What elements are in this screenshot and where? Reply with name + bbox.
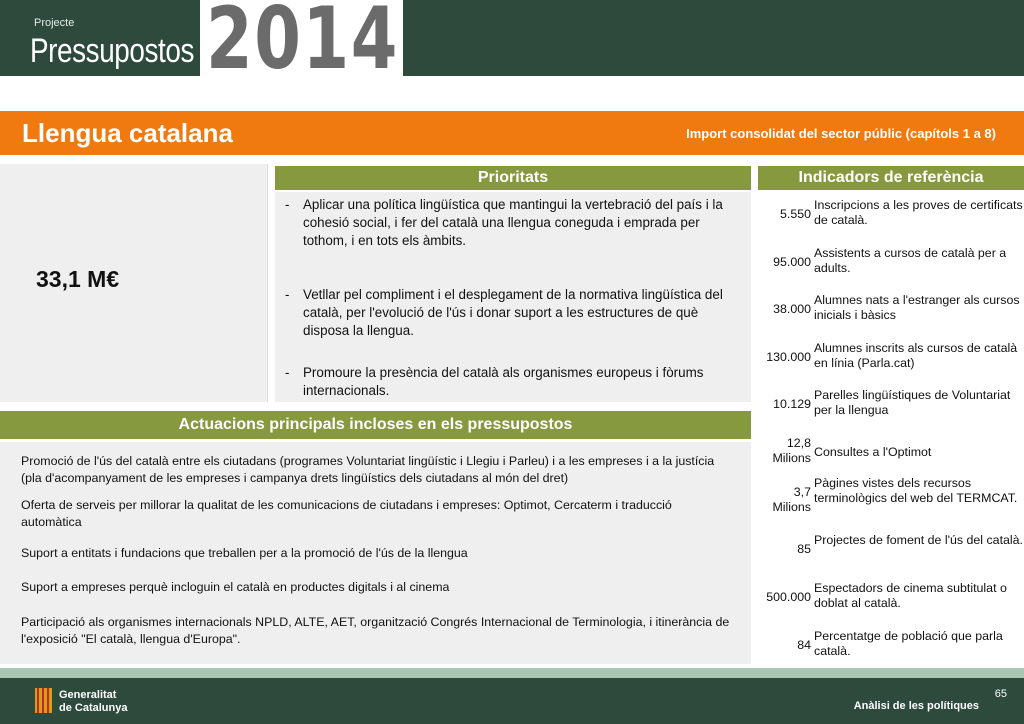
indicador-value: 5.550 [779,207,811,221]
indicadors-heading: Indicadors de referència [758,166,1024,190]
prioritat-item [285,286,747,340]
title-bar [0,111,1024,155]
actuacions-heading: Actuacions principals incloses en els pressupostos [0,411,751,439]
indicador-label: Pàgines vistes dels recursos terminològics del web del TERMCAT. [814,476,1018,505]
budget-panel [0,164,268,402]
gencat-name-line2: de Catalunya [59,702,128,714]
indicador-value: 10.129 [773,397,811,411]
actuacio-item: Oferta de serveis per millorar la qualitat de les comunicacions de ciutadans i empreses: Optimot, Cercaterm i traducció automàtica [21,498,672,529]
footer-section-label: Anàlisi de les polítiques [853,700,979,712]
indicador-label: Consultes a l'Optimot [814,445,932,459]
page-footer [0,678,1024,724]
indicador-value: 38.000 [773,302,811,316]
indicadors-panel [758,192,1024,664]
prioritat-text: Aplicar una política lingüística que mantingui la vertebració del país i la cohesió social, i fer del català una llengua coneguda i emprada per tothom, i en tots els àmbits. [303,197,723,248]
indicador-label: Alumnes nats a l'estranger als cursos inicials i bàsics [814,293,1020,322]
actuacio-item: Suport a empreses perquè incloguin el català en productes digitals i al cinema [21,580,450,594]
indicador-value: 500.000 [766,590,811,604]
prioritat-item [285,196,747,250]
actuacio-item: Suport a entitats i fundacions que treballen per a la promoció de l'ús de la llengua [21,546,468,560]
indicador-value: 3,7 Milions [772,485,811,514]
header-projecte: Projecte [34,17,75,29]
prioritats-heading: Prioritats [275,166,751,190]
prioritat-item [285,364,747,400]
indicador-label: Percentatge de població que parla català. [814,629,1003,658]
indicador-value: 85 [797,542,811,556]
gencat-logo-icon [35,688,52,713]
prioritat-text: Vetllar pel compliment i el desplegament de la normativa lingüística del català, per l'evolució de l'ús i donar suport a les estructures de què disposa la llengua. [303,287,723,338]
indicador-value: 130.000 [766,350,811,364]
indicador-label: Assistents a cursos de català per a adults. [814,246,1007,275]
actuacio-item: Promoció de l'ús del català entre els ciutadans (programes Voluntariat lingüístic i Llegiu i Parleu) i a les empreses i a la justícia (pla d'acompanyament de les empreses i campanya drets lingüístics dels ciutadans al món del dret) [21,454,715,485]
prioritat-text: Promoure la presència del català als organismes europeus i fòrums internacionals. [303,365,704,398]
dash-bullet: - [285,287,290,302]
indicador-value: 84 [797,638,811,652]
indicador-label: Inscripcions a les proves de certificats de català. [814,198,1023,227]
indicador-label: Projectes de foment de l'ús del català. [814,533,1023,547]
page-number: 65 [994,688,1007,700]
header-pressupostos: Pressupostos [30,32,194,70]
indicador-value: 95.000 [773,255,811,269]
page-header [0,0,1024,89]
dash-bullet: - [285,365,290,380]
footer-strip [0,668,1024,678]
indicador-label: Alumnes inscrits als cursos de català en línia (Parla.cat) [814,341,1018,370]
actuacions-panel [0,442,751,664]
dash-bullet: - [285,197,290,212]
header-year: 2014 [206,0,399,89]
prioritats-panel [275,192,751,402]
indicador-label: Espectadors de cinema subtitulat o doblat al català. [814,581,1007,610]
gencat-name-line1: Generalitat [59,689,117,701]
budget-value: 33,1 M€ [36,266,120,292]
page-title: Llengua catalana [22,118,233,148]
indicador-value: 12,8 Milions [772,436,811,465]
page-subtitle: Import consolidat del sector públic (capítols 1 a 8) [686,126,996,141]
actuacio-item: Participació als organismes internacionals NPLD, ALTE, AET, organització Congrés Internacional de Terminologia, i itinerància de l'exposició "El català, llengua d'Europa". [21,615,730,646]
indicador-label: Parelles lingüístiques de Voluntariat per la llengua [814,388,1011,417]
